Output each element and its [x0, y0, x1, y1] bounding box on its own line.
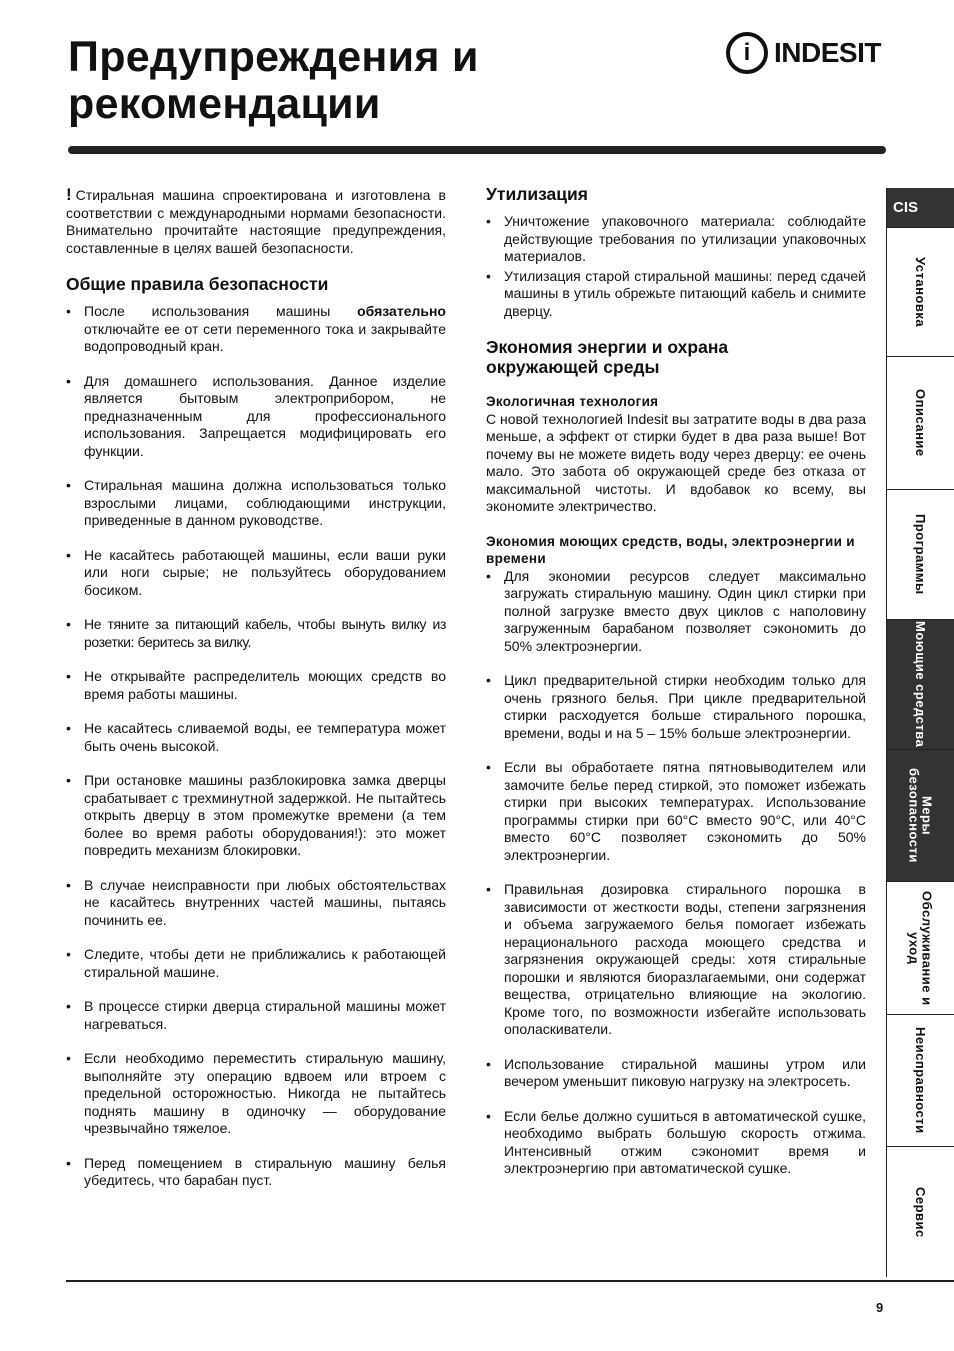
list-item: • После использования машины обязательно отключайте ее от сети переменного тока и закрывайте водопроводный кран. — [66, 303, 446, 356]
list-item: • Утилизация старой стиральной машины: перед сдачей машины в утиль обрежьте питающий кабель и снимите дверцу. — [486, 268, 866, 321]
section-heading: Общие правила безопасности — [66, 274, 329, 294]
intro: ! Стиральная машина спроектирована и изготовлена в соответствии с международными нормами безопасности. Внимательно прочитайте настоящие предупреждения, составленные в целях вашей безопасности. — [66, 185, 446, 256]
list-item: • В случае неисправности при любых обстоятельствах не касайтесь внутренних частей машины, пытаясь починить ее. — [66, 877, 446, 930]
indesit-logo — [726, 32, 881, 74]
footer-rule — [66, 1280, 954, 1282]
paragraph: С новой технологией Indesit вы затратите воды в два раза меньше, а эффект от стирки будет в два раза выше! Вот почему вы не можете видеть воду через дверцу: ее очень мало. Это забота об окружающей среде без отказа от максимальной чистоты. И вдобавок ко всему, вы экономите электричество. — [486, 410, 866, 514]
tab-maintenance[interactable]: Обслуживание и уход — [886, 882, 954, 1015]
list-item: • Использование стиральной машины утром или вечером уменьшит пиковую нагрузку на электросеть. — [486, 1056, 866, 1091]
list-item: • Не тяните за питающий кабель, чтобы вынуть вилку из розетки: беритесь за вилку. — [66, 616, 446, 651]
list-item: • Стиральная машина должна использоваться только взрослыми лицами, соблюдающими инструкции, приведенные в данном руководстве. — [66, 477, 446, 530]
list-item: • Правильная дозировка стирального порошка в зависимости от жесткости воды, степени загрязнения и объема загружаемого белья помогает избежать нерационального расхода моющего средства и загрязнения окружающей среды: хотя стиральные порошки и являются биоразлагаемыми, они содержат вещества, отрицательно влияющие на экологию. Кроме того, по возможности избегайте использовать ополаскиватели. — [486, 881, 866, 1039]
list-item: • Для домашнего использования. Данное изделие является бытовым электроприбором, не предназначенным для профессионального использования. Запрещается модифицировать его функции. — [66, 373, 446, 461]
list-item: • Следите, чтобы дети не приближались к работающей стиральной машине. — [66, 946, 446, 981]
list-item: • Если необходимо переместить стиральную машину, выполняйте эту операцию вдвоем или втроем с предельной осторожностью. Никогда не пытайтесь поднять машину в одиночку — оборудование чрезвычайно тяжелое. — [66, 1050, 446, 1138]
list-item: • Не открывайте распределитель моющих средств во время работы машины. — [66, 668, 446, 703]
list-item: • При остановке машины разблокировка замка дверцы срабатывает с трехминутной задержкой. Не пытайтесь открыть дверцу в этом промежутке времени (а тем более во время работы оборудования!): это может повредить механизм блокировки. — [66, 772, 446, 860]
list-item: • Перед помещением в стиральную машину белья убедитесь, что барабан пуст. — [66, 1155, 446, 1190]
list-item: • Если вы обработаете пятна пятновыводителем или замочите белье перед стиркой, это поможет избежать стирки при высоких температурах. Использование программы стирки при 60°С вместо 90°С, или 40°С вместо 60°С позволяет сэкономить до 50% электроэнергии. — [486, 759, 866, 864]
list-item: • Не касайтесь сливаемой воды, ее температура может быть очень высокой. — [66, 720, 446, 755]
title-rule — [68, 146, 886, 154]
logo-word: INDESIT — [774, 37, 881, 68]
section-heading: Утилизация — [486, 184, 589, 204]
page-number: 9 — [876, 1300, 884, 1315]
tab-installation[interactable]: Установка — [886, 228, 954, 357]
left-column — [66, 186, 446, 1207]
right-column — [486, 184, 866, 1195]
tab-detergents[interactable]: Моющие средства — [886, 620, 954, 750]
list-item: • Если белье должно сушиться в автоматической сушке, необходимо выбрать большую скорость отжима. Интенсивный отжим сэкономит время и электроэнергию при автоматической сушке. — [486, 1108, 866, 1178]
subheading: Экономия моющих средств, воды, электроэнергии и времени — [486, 533, 855, 566]
list-item: • Для экономии ресурсов следует максимально загружать стиральную машину. Один цикл стирки при полной загрузке вместо двух циклов с наполовину загруженным барабаном позволяет сэкономить до 50% электроэнергии. — [486, 568, 866, 656]
tab-programs[interactable]: Программы — [886, 490, 954, 620]
section-heading: Экономия энергии и охрана окружающей среды — [486, 337, 729, 377]
list-item: • В процессе стирки дверца стиральной машины может нагреваться. — [66, 998, 446, 1033]
logo-mark: i — [726, 32, 768, 74]
tab-troubleshooting[interactable]: Неисправности — [886, 1015, 954, 1147]
list-item: • Уничтожение упаковочного материала: соблюдайте действующие требования по утилизации упаковочных материалов. — [486, 213, 866, 266]
page-title: Предупреждения и рекомендации — [68, 33, 479, 128]
tab-safety[interactable]: Меры безопасности — [886, 750, 954, 882]
list-item: • Не касайтесь работающей машины, если ваши руки или ноги сырые; не пользуйтесь оборудованием босиком. — [66, 547, 446, 600]
list-item: • Цикл предварительной стирки необходим только для очень грязного белья. При цикле предварительной стирки расходуется больше стирального порошка, времени, воды и на 5 – 15% больше электроэнергии. — [486, 672, 866, 742]
warning-icon: ! — [66, 185, 72, 204]
tab-service[interactable]: Сервис — [886, 1147, 954, 1277]
tab-description[interactable]: Описание — [886, 357, 954, 490]
section-tabs — [886, 188, 954, 1277]
subheading: Экологичная технология — [486, 394, 659, 409]
tab-cis[interactable]: CIS — [886, 188, 954, 228]
